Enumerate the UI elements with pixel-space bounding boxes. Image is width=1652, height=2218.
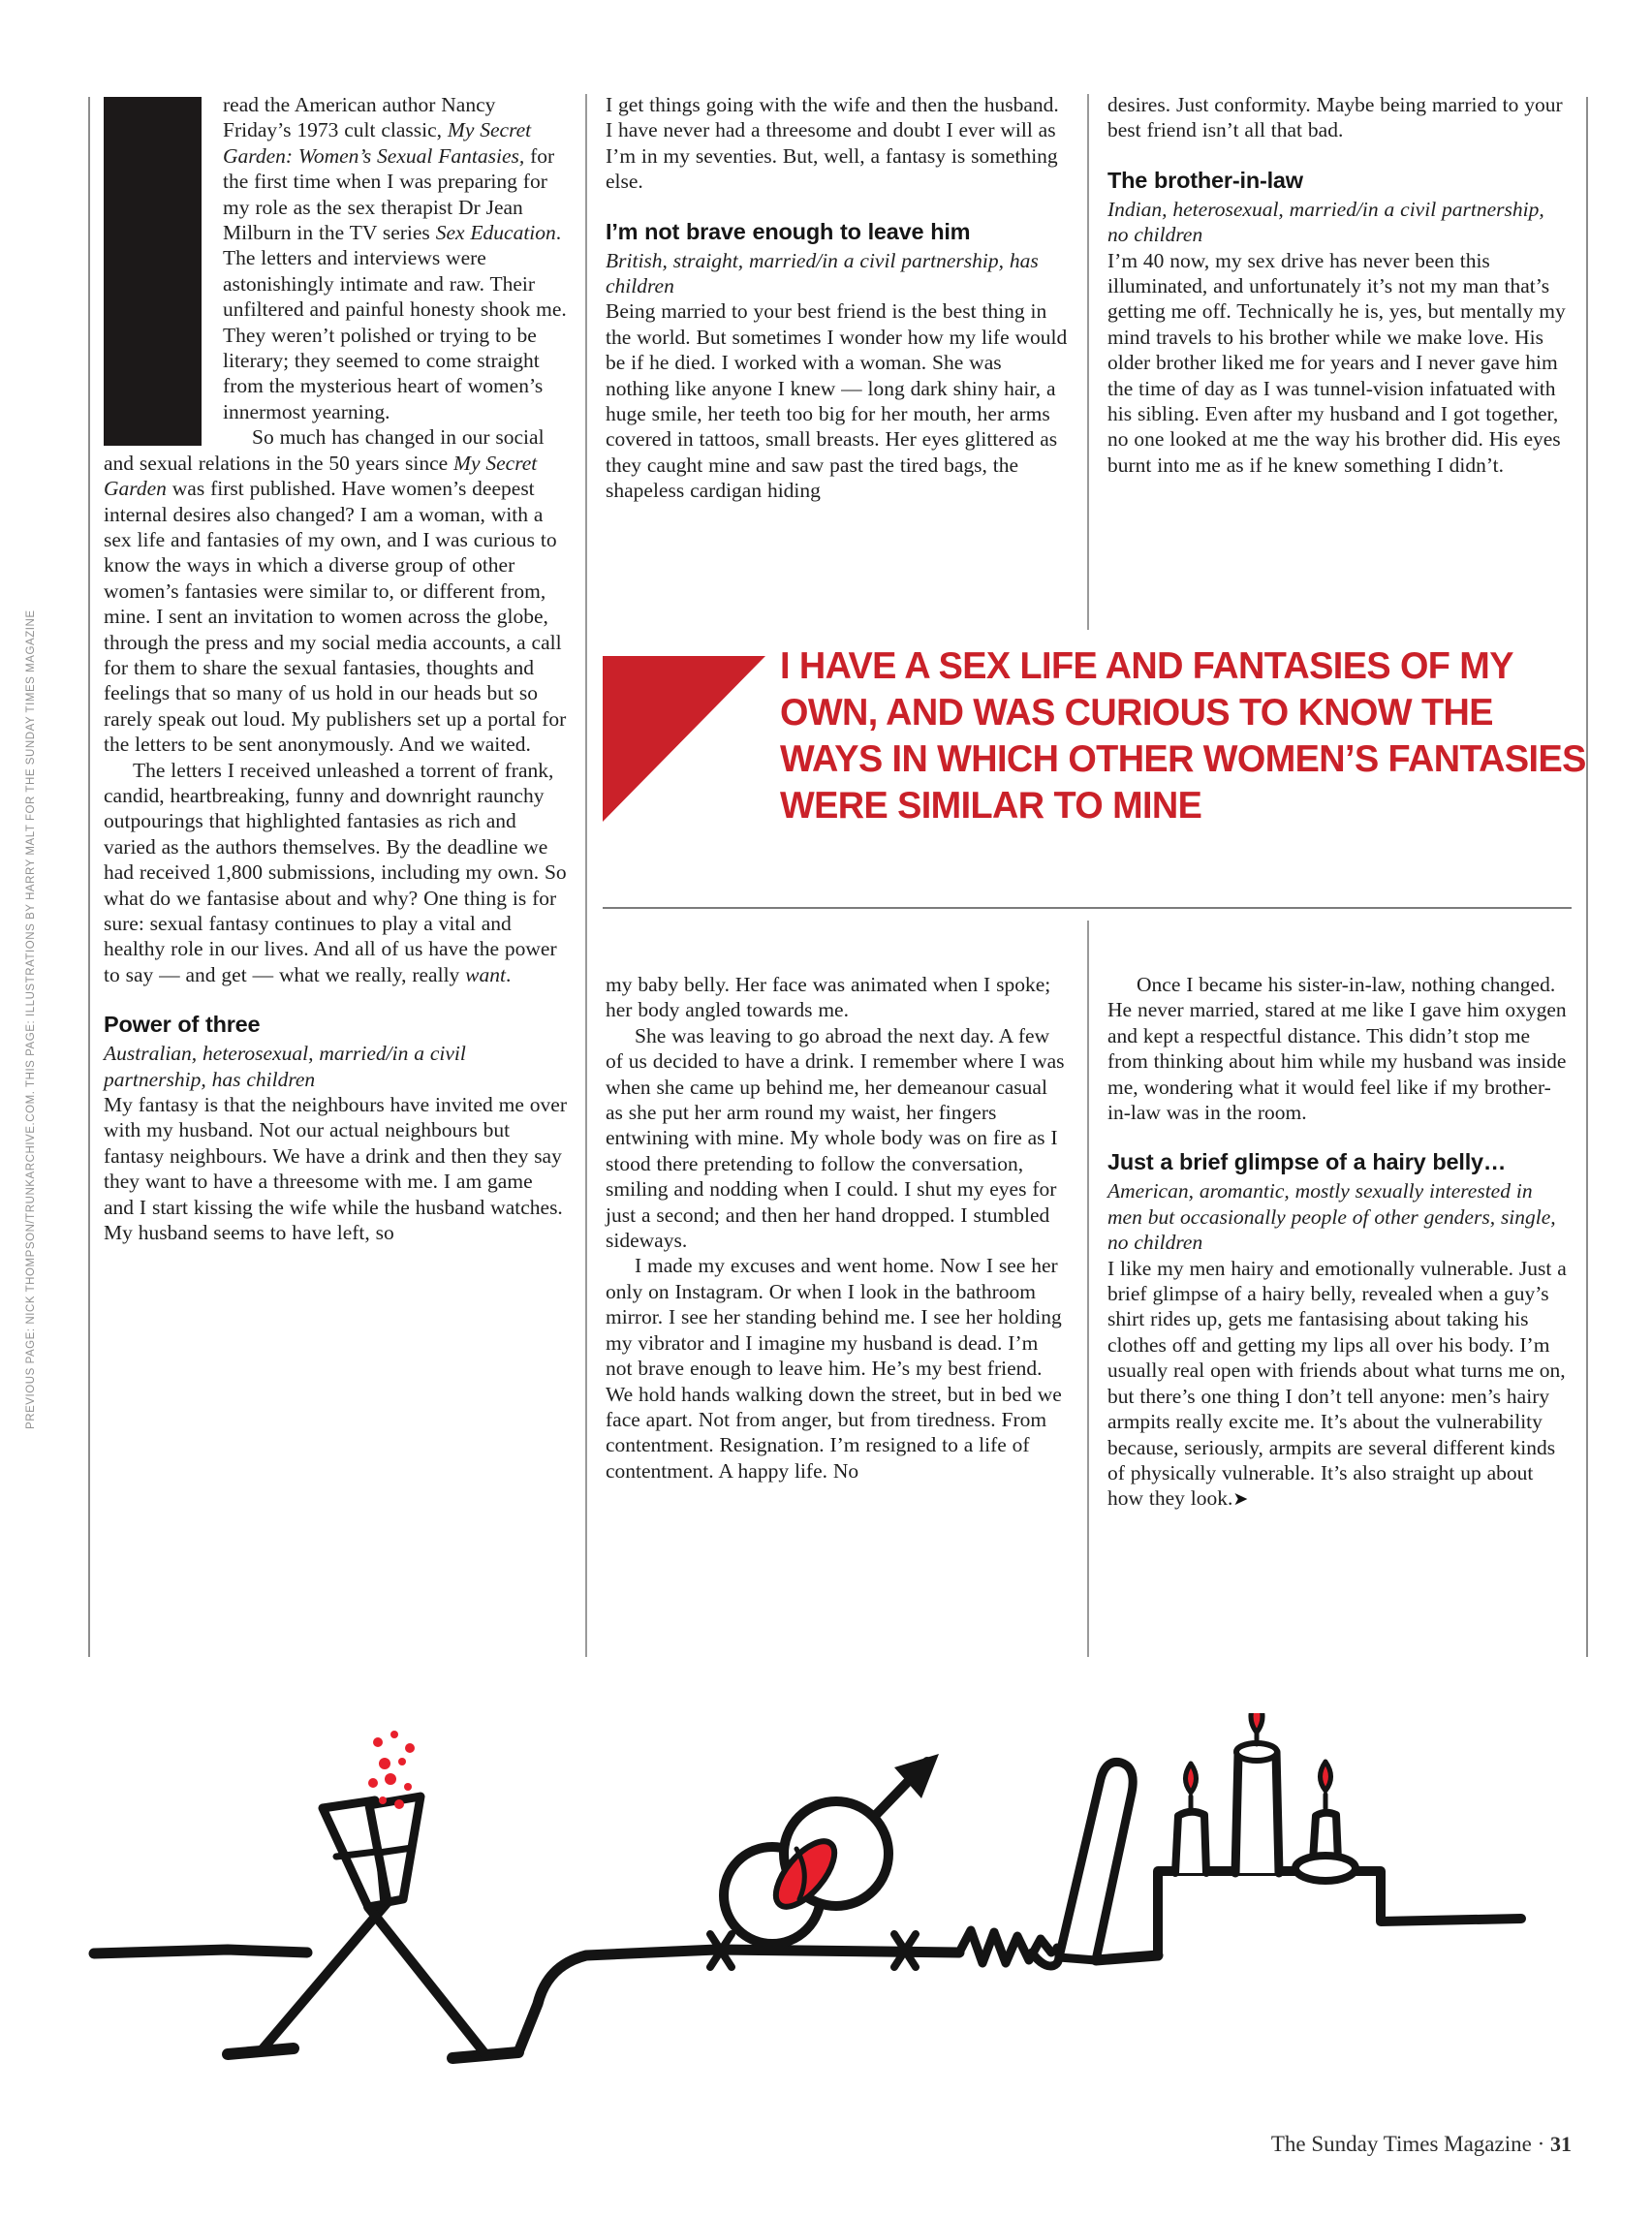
page-footer xyxy=(1271,2132,1572,2157)
contributor-credit: Australian, heterosexual, married/in a civil partnership, has children xyxy=(104,1042,466,1091)
column-2-upper xyxy=(606,92,1069,504)
contributor-credit: Indian, heterosexual, married/in a civil partnership, no children xyxy=(1107,197,1544,247)
section-heading-hairy-belly: Just a brief glimpse of a hairy belly… xyxy=(1107,1149,1507,1175)
paragraph: read the American author Nancy Friday’s 1973 cult classic, My Secret Garden: Women’s Sexual Fantasies, for the first time when I was preparing for my role as the sex therapist Dr Jean Milburn in the TV series Sex Education. The letters and interviews were astonishingly intimate and raw. Their unfiltered and painful honesty shook me. They weren’t polished or trying to be literary; they seemed to come straight from the mysterious heart of women’s innermost yearning. xyxy=(104,92,567,424)
continued-arrow-icon: ➤ xyxy=(1232,1488,1249,1511)
paragraph: I get things going with the wife and then the husband. I have never had a threesome and doubt I ever will as I’m in my seventies. But, well, a fantasy is something else. xyxy=(606,93,1059,194)
paragraph: She was leaving to go abroad the next day. A few of us decided to have a drink. I remember where I was when she came up behind me, her demeanour casual as she put her arm round my waist, her fingers entwining with mine. My whole body was on fire as I stood there pretending to follow the conversation, smiling and nodding when I could. I shut my eyes for just a second; and then her hand dropped. I stumbled sideways. xyxy=(606,1023,1065,1253)
left-page-rule xyxy=(88,97,90,1657)
gender-symbols-icon xyxy=(710,1754,959,1967)
column-divider-2-lower xyxy=(1087,921,1089,1657)
column-divider-2-upper xyxy=(1087,94,1089,630)
page-number: 31 xyxy=(1550,2132,1572,2156)
paragraph: My fantasy is that the neighbours have invited me over with my husband. Not our actual neighbours but fantasy neighbours. We have a drink and then they say they want to have a threesome with me. I am game and I start kissing the wife while the husband watches. My husband seems to have left, so xyxy=(104,1093,567,1245)
champagne-glasses-icon xyxy=(228,1731,518,2058)
footer-separator: · xyxy=(1537,2132,1545,2156)
contributor-credit: British, straight, married/in a civil partnership, has children xyxy=(606,248,1039,298)
section-divider-rule xyxy=(603,907,1572,909)
paragraph: desires. Just conformity. Maybe being married to your best friend isn’t all that bad. xyxy=(1107,93,1563,142)
column-1 xyxy=(104,92,567,1245)
right-page-rule xyxy=(1586,97,1588,1657)
section-heading-not-brave-enough: I’m not brave enough to leave him xyxy=(606,218,971,244)
pull-quote-text: I HAVE A SEX LIFE AND FANTASIES OF MY OWN, AND WAS CURIOUS TO KNOW THE WAYS IN WHICH OTHER WOMEN’S FANTASIES WERE SIMILAR TO MINE xyxy=(780,645,1586,827)
candles-icon xyxy=(1158,1713,1521,1955)
column-3-lower xyxy=(1107,972,1571,1513)
paragraph: I made my excuses and went home. Now I see her only on Instagram. Or when I look in the bathroom mirror. I see her standing behind me. I see her holding my vibrator and I imagine my husband is dead. I’m not brave enough to leave him. He’s my best friend. We hold hands walking down the street, but in bed we face apart. Not from anger, but from tiredness. From contentment. Resignation. I’m resigned to a life of contentment. A happy life. No xyxy=(606,1254,1062,1483)
paragraph: I like my men hairy and emotionally vulnerable. Just a brief glimpse of a hairy belly, revealed when a guy’s shirt rides up, gets me fantasising about taking his clothes off and getting my lips all over his body. I’m usually real open with friends about what turns me on, but there’s one thing I don’t tell anyone: men’s hairy armpits really excite me. It’s about the vulnerability because, seriously, armpits are several different kinds of physically vulnerable. It’s also straight up about how they look.➤ xyxy=(1107,1256,1567,1511)
section-heading-power-of-three: Power of three xyxy=(104,1012,261,1038)
section-heading-brother-in-law: The brother-in-law xyxy=(1107,167,1303,193)
paragraph: The letters I received unleashed a torrent of frank, candid, heartbreaking, funny and downright raunchy outpourings that highlighted fantasies as rich and varied as the authors themselves. By the deadline we had received 1,800 submissions, including my own. So what do we fantasise about and why? One thing is for sure: sexual fantasy continues to play a vital and healthy role in our lives. And all of us have the power to say — and get — what we really, really want. xyxy=(104,758,567,986)
drop-cap-i xyxy=(104,97,202,446)
pull-quote xyxy=(603,640,1586,901)
pull-quote-triangle-icon xyxy=(603,656,765,822)
contributor-credit: American, aromantic, mostly sexually interested in men but occasionally people of other genders, single, no children xyxy=(1107,1179,1556,1255)
baseline-left xyxy=(94,1950,307,1953)
paragraph: Being married to your best friend is the best thing in the world. But sometimes I wonder how my life would be if he died. I worked with a woman. She was nothing like anyone I knew — long dark shiny hair, a huge smile, her teeth too big for her mouth, her arms covered in tattoos, small breasts. Her eyes glittered as they caught mine and saw past the tired bags, the shapeless cardigan hiding xyxy=(606,299,1068,503)
magazine-title: The Sunday Times Magazine xyxy=(1270,2132,1532,2156)
baseline-middle xyxy=(518,1950,717,2052)
illustration-line-art xyxy=(82,1713,1531,2110)
vibrator-icon xyxy=(1032,1762,1158,1966)
photo-credit-sidebar: PREVIOUS PAGE: NICK THOMPSON/TRUNKARCHIVE.COM. THIS PAGE: ILLUSTRATIONS BY HARRY MALT FOR THE SUNDAY TIMES MAGAZINE xyxy=(25,609,37,1429)
paragraph: Once I became his sister-in-law, nothing changed. He never married, stared at me like I gave him oxygen and kept a respectful distance. This didn’t stop me from thinking about him while my husband was inside me, wondering what it would feel like if my brother-in-law was in the room. xyxy=(1107,973,1567,1125)
column-3-upper xyxy=(1107,92,1571,478)
paragraph: my baby belly. Her face was animated when I spoke; her body angled towards me. xyxy=(606,973,1051,1022)
paragraph: So much has changed in our social and sexual relations in the 50 years since My Secret Garden was first published. Have women’s deepest internal desires also changed? I am a woman, with a sex life and fantasies of my own, and I was curious to know the ways in which a diverse group of other women’s fantasies were similar to, or different from, mine. I sent an invitation to women across the globe, through the press and my social media accounts, a call for them to share the sexual fantasies, thoughts and feelings that so many of us hold in our heads but so rarely speak out loud. My publishers set up a portal for the letters to be sent anonymously. And we waited. xyxy=(104,425,567,757)
paragraph: I’m 40 now, my sex drive has never been this illuminated, and unfortunately it’s not my man that’s getting me off. Technically he is, yes, but mentally my mind travels to his brother while we make love. His older brother liked me for years and I never gave him the time of day as I was tunnel-vision infatuated with his sibling. Even after my husband and I got together, no one looked at me the way his brother did. His eyes burnt into me as if he knew something I didn’t. xyxy=(1107,248,1566,477)
column-2-lower xyxy=(606,972,1069,1484)
column-divider-1 xyxy=(585,94,587,1657)
